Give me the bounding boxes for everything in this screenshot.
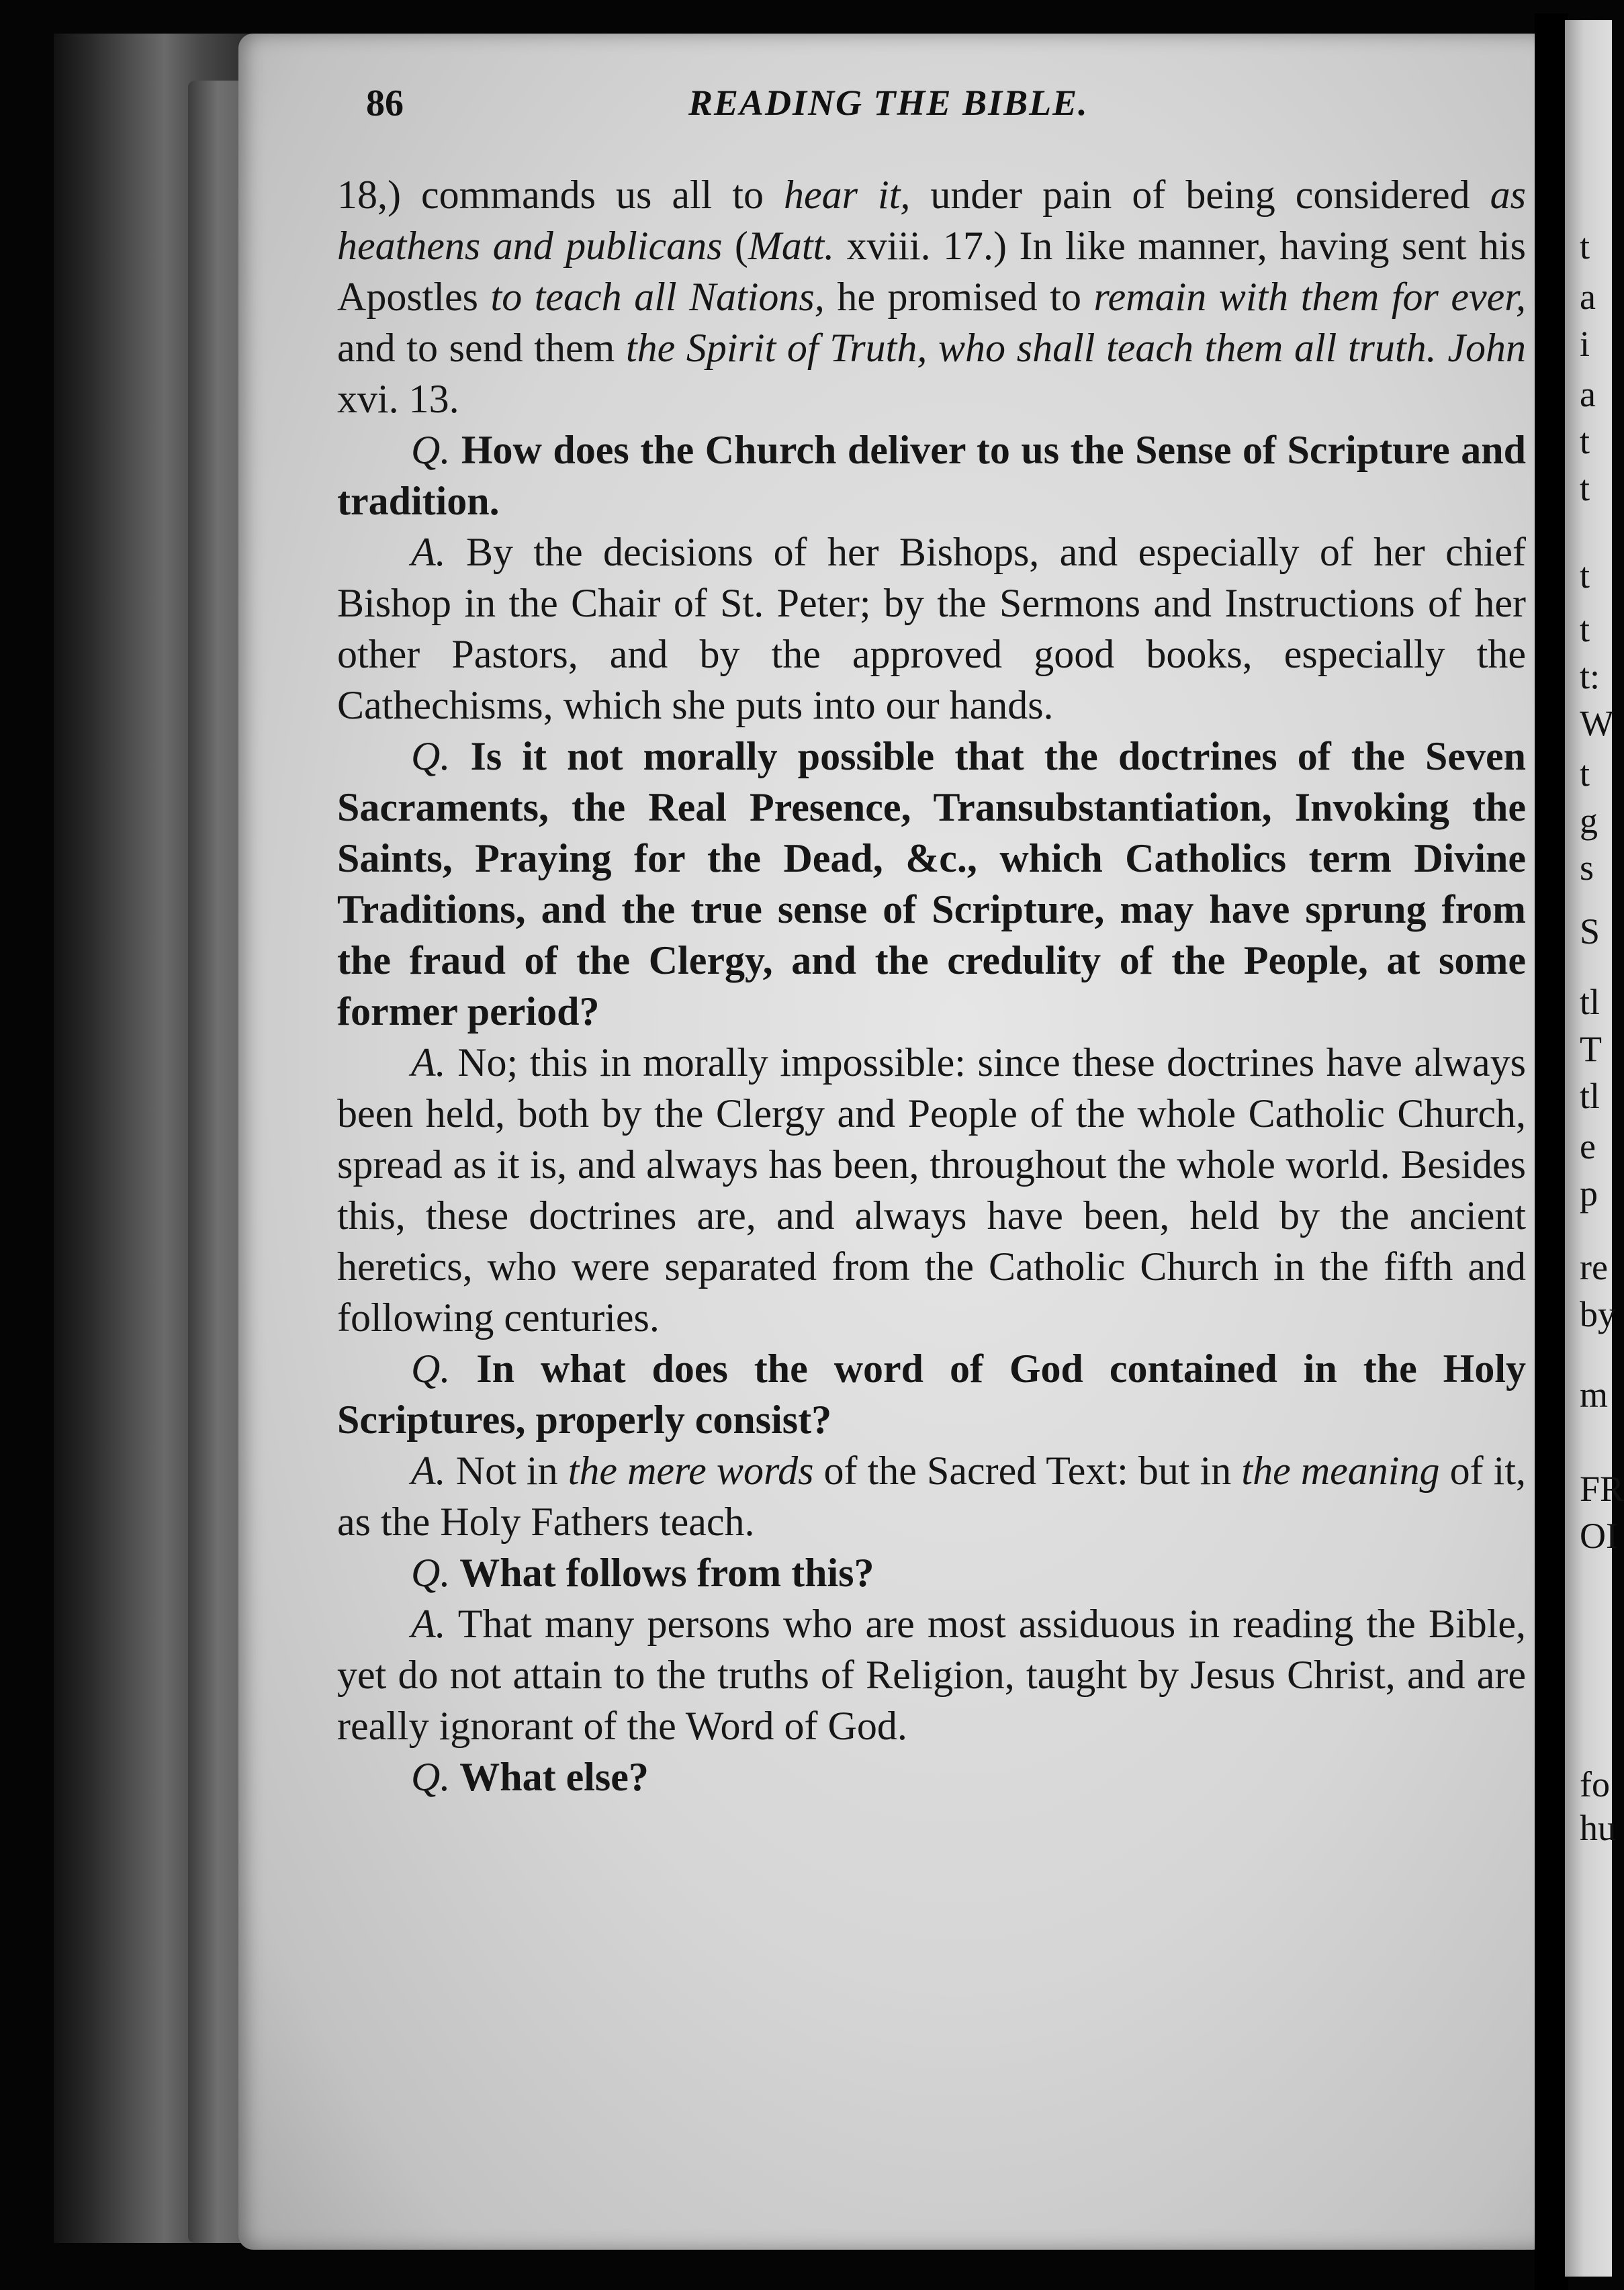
text-run: That many persons who are most assiduous in reading the Bible, yet do not attain to the truths of Religion, taught by Jesus Christ, and are really ignorant of the Word of God. (337, 1602, 1527, 1748)
facing-page-fragment: OI (1580, 1516, 1618, 1556)
question-text: Is it not morally possible that the doctrines of the Seven Sacraments, the Real Presence, Transubstantiation, Invoking the Saints, Praying for the Dead, &c., which Catholics term Divine Traditions, and the true sense of Scripture, may have sprung from the fraud of the Clergy, and the credulity of the People, at some former period? (337, 734, 1526, 1034)
facing-page-fragment: a (1580, 374, 1596, 414)
text-run: 18,) commands us all to (337, 173, 784, 217)
answer-label: A. (411, 1602, 446, 1646)
facing-page-fragment: g (1580, 800, 1598, 841)
text-run: By the decisions of her Bishops, and especially of her chief Bishop in the Chair of St. Peter; by the Sermons and Instructions of her other Pastors, and by the approved good books, especially the Cathechisms, which she puts into our hands. (337, 530, 1526, 727)
page-gutter (1535, 13, 1568, 2290)
facing-page-fragment: t (1580, 468, 1590, 508)
question-label: Q. (411, 1551, 451, 1595)
facing-page-fragment: hu (1580, 1808, 1616, 1848)
running-title: READING THE BIBLE. (688, 83, 1089, 123)
italic-text: as heathens and publicans (337, 173, 1526, 268)
facing-page-fragment: t (1580, 226, 1590, 267)
facing-page-fragment: S (1580, 911, 1600, 952)
answer-paragraph (337, 1037, 1526, 1343)
text-run: and to send them (337, 326, 626, 370)
facing-page-fragment: i (1580, 324, 1590, 364)
facing-page-edge (1565, 20, 1624, 2277)
text-run: ( (722, 224, 748, 268)
question-label: Q. (411, 428, 451, 472)
text-run: of the Sacred Text: but in (813, 1449, 1242, 1493)
question-paragraph (337, 1343, 1526, 1445)
facing-page-fragment: s (1580, 848, 1594, 888)
facing-page-fragment: m (1580, 1375, 1609, 1415)
facing-page-fragment: FR (1580, 1469, 1624, 1509)
text-run: No; this in morally impossible: since these doctrines have always been held, both by the Clergy and People of the whole Catholic Church, spread as it is, and always has been, throughout the whole world. Besides this, these doctrines are, and always have been, held by the ancient heretics, who were separated from the Catholic Church in the fifth and following centuries. (337, 1040, 1526, 1340)
question-text: What else? (459, 1755, 649, 1799)
facing-page-fragment: t (1580, 421, 1590, 461)
italic-text: John (1447, 326, 1526, 370)
facing-page-fragment: tl (1580, 1076, 1600, 1116)
italic-text: Matt. (748, 224, 835, 268)
answer-paragraph (337, 1445, 1526, 1547)
facing-page-fragment: W (1580, 703, 1614, 743)
text-run: Not in (455, 1449, 568, 1493)
answer-label: A. (411, 1040, 446, 1085)
page-body (337, 169, 1526, 1802)
text-run: xviii. 17.) In like manner, having sent his Apostles (337, 224, 1526, 319)
question-label: Q. (411, 734, 451, 778)
question-text: What follows from this? (459, 1551, 874, 1595)
facing-page-fragment: fo (1580, 1764, 1610, 1804)
italic-text: the Spirit of Truth, who shall teach them all truth. (625, 326, 1437, 370)
facing-page-fragment: tl (1580, 982, 1600, 1022)
question-paragraph (337, 731, 1526, 1037)
page-header (366, 82, 1373, 129)
answer-paragraph (337, 526, 1526, 731)
question-label: Q. (411, 1755, 451, 1799)
question-paragraph (337, 424, 1526, 526)
question-paragraph (337, 1547, 1526, 1598)
facing-page-fragment: a (1580, 277, 1596, 317)
question-text: How does the Church deliver to us the Sense of Scripture and tradition. (337, 428, 1526, 523)
text-run: of it, as the Holy Fathers teach. (337, 1449, 1527, 1544)
italic-text: remain with them for ever, (1093, 275, 1526, 319)
text-run: he promised to (824, 275, 1094, 319)
facing-page-fragment: re (1580, 1247, 1608, 1287)
italic-text: hear it, (784, 173, 911, 217)
page-number: 86 (366, 83, 404, 124)
facing-page-fragment: t (1580, 609, 1590, 649)
facing-page-fragment: T (1580, 1029, 1602, 1069)
facing-page-fragment: p (1580, 1173, 1598, 1213)
text-run (1437, 326, 1448, 370)
text-run: under pain of being considered (910, 173, 1490, 217)
answer-paragraph (337, 1598, 1526, 1751)
italic-text: the mere words (568, 1449, 814, 1493)
facing-page-fragment: t (1580, 753, 1590, 794)
question-text: In what does the word of God contained in the Holy Scriptures, properly consist? (337, 1346, 1526, 1442)
facing-page-fragment: e (1580, 1126, 1596, 1166)
answer-label: A. (411, 1449, 446, 1493)
italic-text: to teach all Nations, (490, 275, 825, 319)
italic-text: the meaning (1241, 1449, 1440, 1493)
question-paragraph (337, 1751, 1526, 1802)
book-edge (54, 34, 255, 2243)
question-label: Q. (411, 1346, 451, 1391)
answer-label: A. (411, 530, 446, 574)
facing-page-fragment: by (1580, 1294, 1616, 1334)
text-run: xvi. 13. (337, 377, 459, 421)
facing-page-fragment: t (1580, 555, 1590, 596)
continuation-paragraph (337, 169, 1526, 424)
facing-page-fragment: t: (1580, 656, 1600, 696)
